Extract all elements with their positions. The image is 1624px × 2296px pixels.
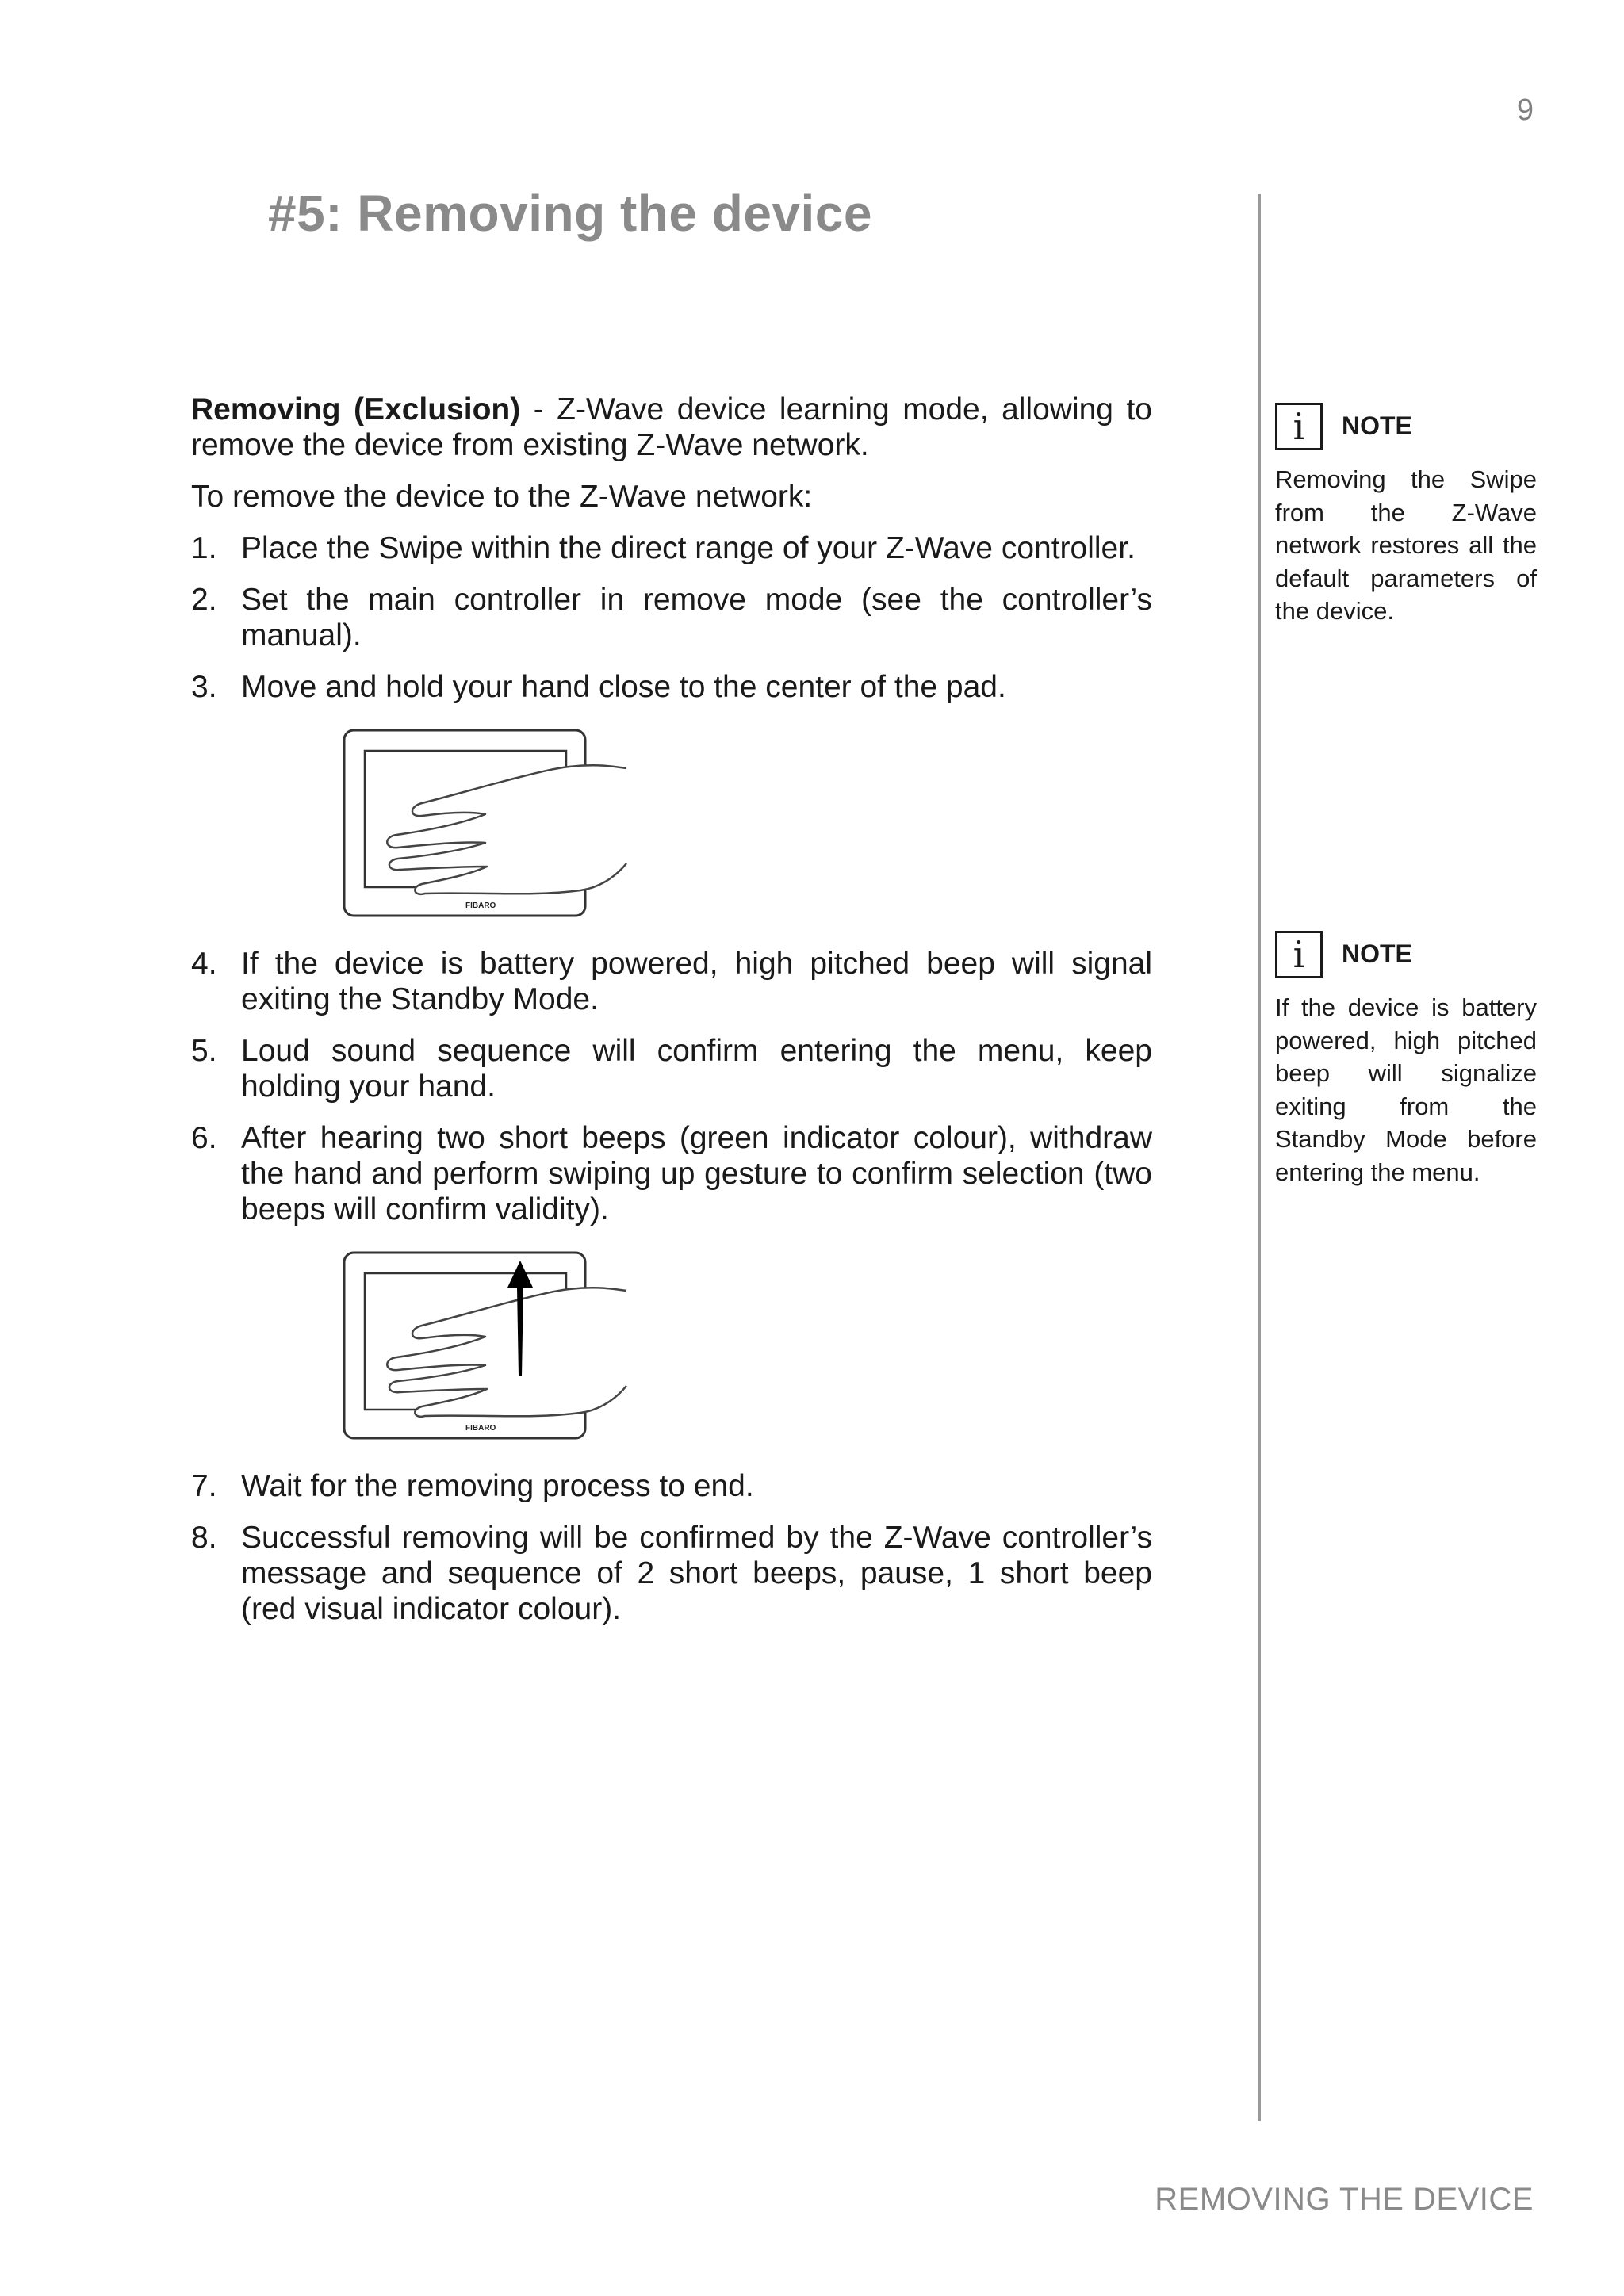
intro-term: Removing (Exclusion)	[191, 392, 521, 427]
intro-paragraph	[191, 392, 1152, 463]
page-number: 9	[1516, 94, 1534, 127]
steps-list-a	[191, 530, 1152, 705]
lead-sentence: To remove the device to the Z-Wave network:	[191, 480, 813, 514]
step-6	[191, 1120, 1152, 1227]
intro-definition: - Z-Wave device learning mode, allowing to remove the device from existing Z-Wave network.	[191, 392, 1152, 462]
info-icon: i	[1275, 931, 1323, 978]
figure-brand-label: FIBARO	[465, 901, 496, 910]
note-box-1	[1275, 403, 1537, 628]
note-box-2	[1275, 931, 1537, 1188]
note-text: Removing the Swipe from the Z-Wave network restores all the default parameters of the device.	[1275, 465, 1537, 625]
step-number: 6.	[191, 1121, 217, 1155]
figure-brand-label: FIBARO	[465, 1424, 496, 1433]
step-7	[191, 1468, 1152, 1504]
info-icon: i	[1275, 403, 1323, 450]
column-divider	[1258, 194, 1261, 2121]
step-number: 4.	[191, 947, 217, 981]
swipe-up-illustration	[343, 1251, 628, 1440]
note-label: NOTE	[1342, 939, 1412, 969]
step-number: 5.	[191, 1034, 217, 1068]
step-text: Place the Swipe within the direct range of your Z-Wave controller.	[241, 531, 1136, 565]
step-text: Set the main controller in remove mode (see the controller’s manual).	[241, 583, 1152, 652]
main-column	[191, 392, 1152, 1643]
note-text: If the device is battery powered, high pitched beep will signalize exiting from the Standby Mode before entering the menu.	[1275, 993, 1537, 1186]
steps-list-c	[191, 1468, 1152, 1627]
step-5	[191, 1033, 1152, 1104]
step-2	[191, 582, 1152, 653]
step-text: Successful removing will be confirmed by the Z-Wave controller’s message and sequence of 2 short beeps, pause, 1 short beep (red visual indicator colour).	[241, 1521, 1152, 1626]
step-number: 7.	[191, 1469, 217, 1503]
step-1	[191, 530, 1152, 566]
step-number: 1.	[191, 531, 217, 565]
step-text: If the device is battery powered, high pitched beep will signal exiting the Standby Mode.	[241, 947, 1152, 1016]
steps-list-b	[191, 946, 1152, 1227]
step-number: 8.	[191, 1521, 217, 1555]
step-8	[191, 1520, 1152, 1627]
page-title: #5: Removing the device	[268, 185, 872, 242]
step-3	[191, 669, 1152, 705]
step-text: Move and hold your hand close to the center of the pad.	[241, 670, 1006, 704]
step-text: Loud sound sequence will confirm entering the menu, keep holding your hand.	[241, 1034, 1152, 1104]
note-label: NOTE	[1342, 411, 1412, 441]
step-number: 2.	[191, 583, 217, 617]
step-number: 3.	[191, 670, 217, 704]
step-4	[191, 946, 1152, 1017]
section-footer: REMOVING THE DEVICE	[1155, 2182, 1534, 2217]
step-text: After hearing two short beeps (green indicator colour), withdraw the hand and perform swiping up gesture to confirm selection (two beeps will confirm validity).	[241, 1121, 1152, 1226]
hand-hold-illustration	[343, 729, 628, 917]
step-text: Wait for the removing process to end.	[241, 1469, 754, 1503]
